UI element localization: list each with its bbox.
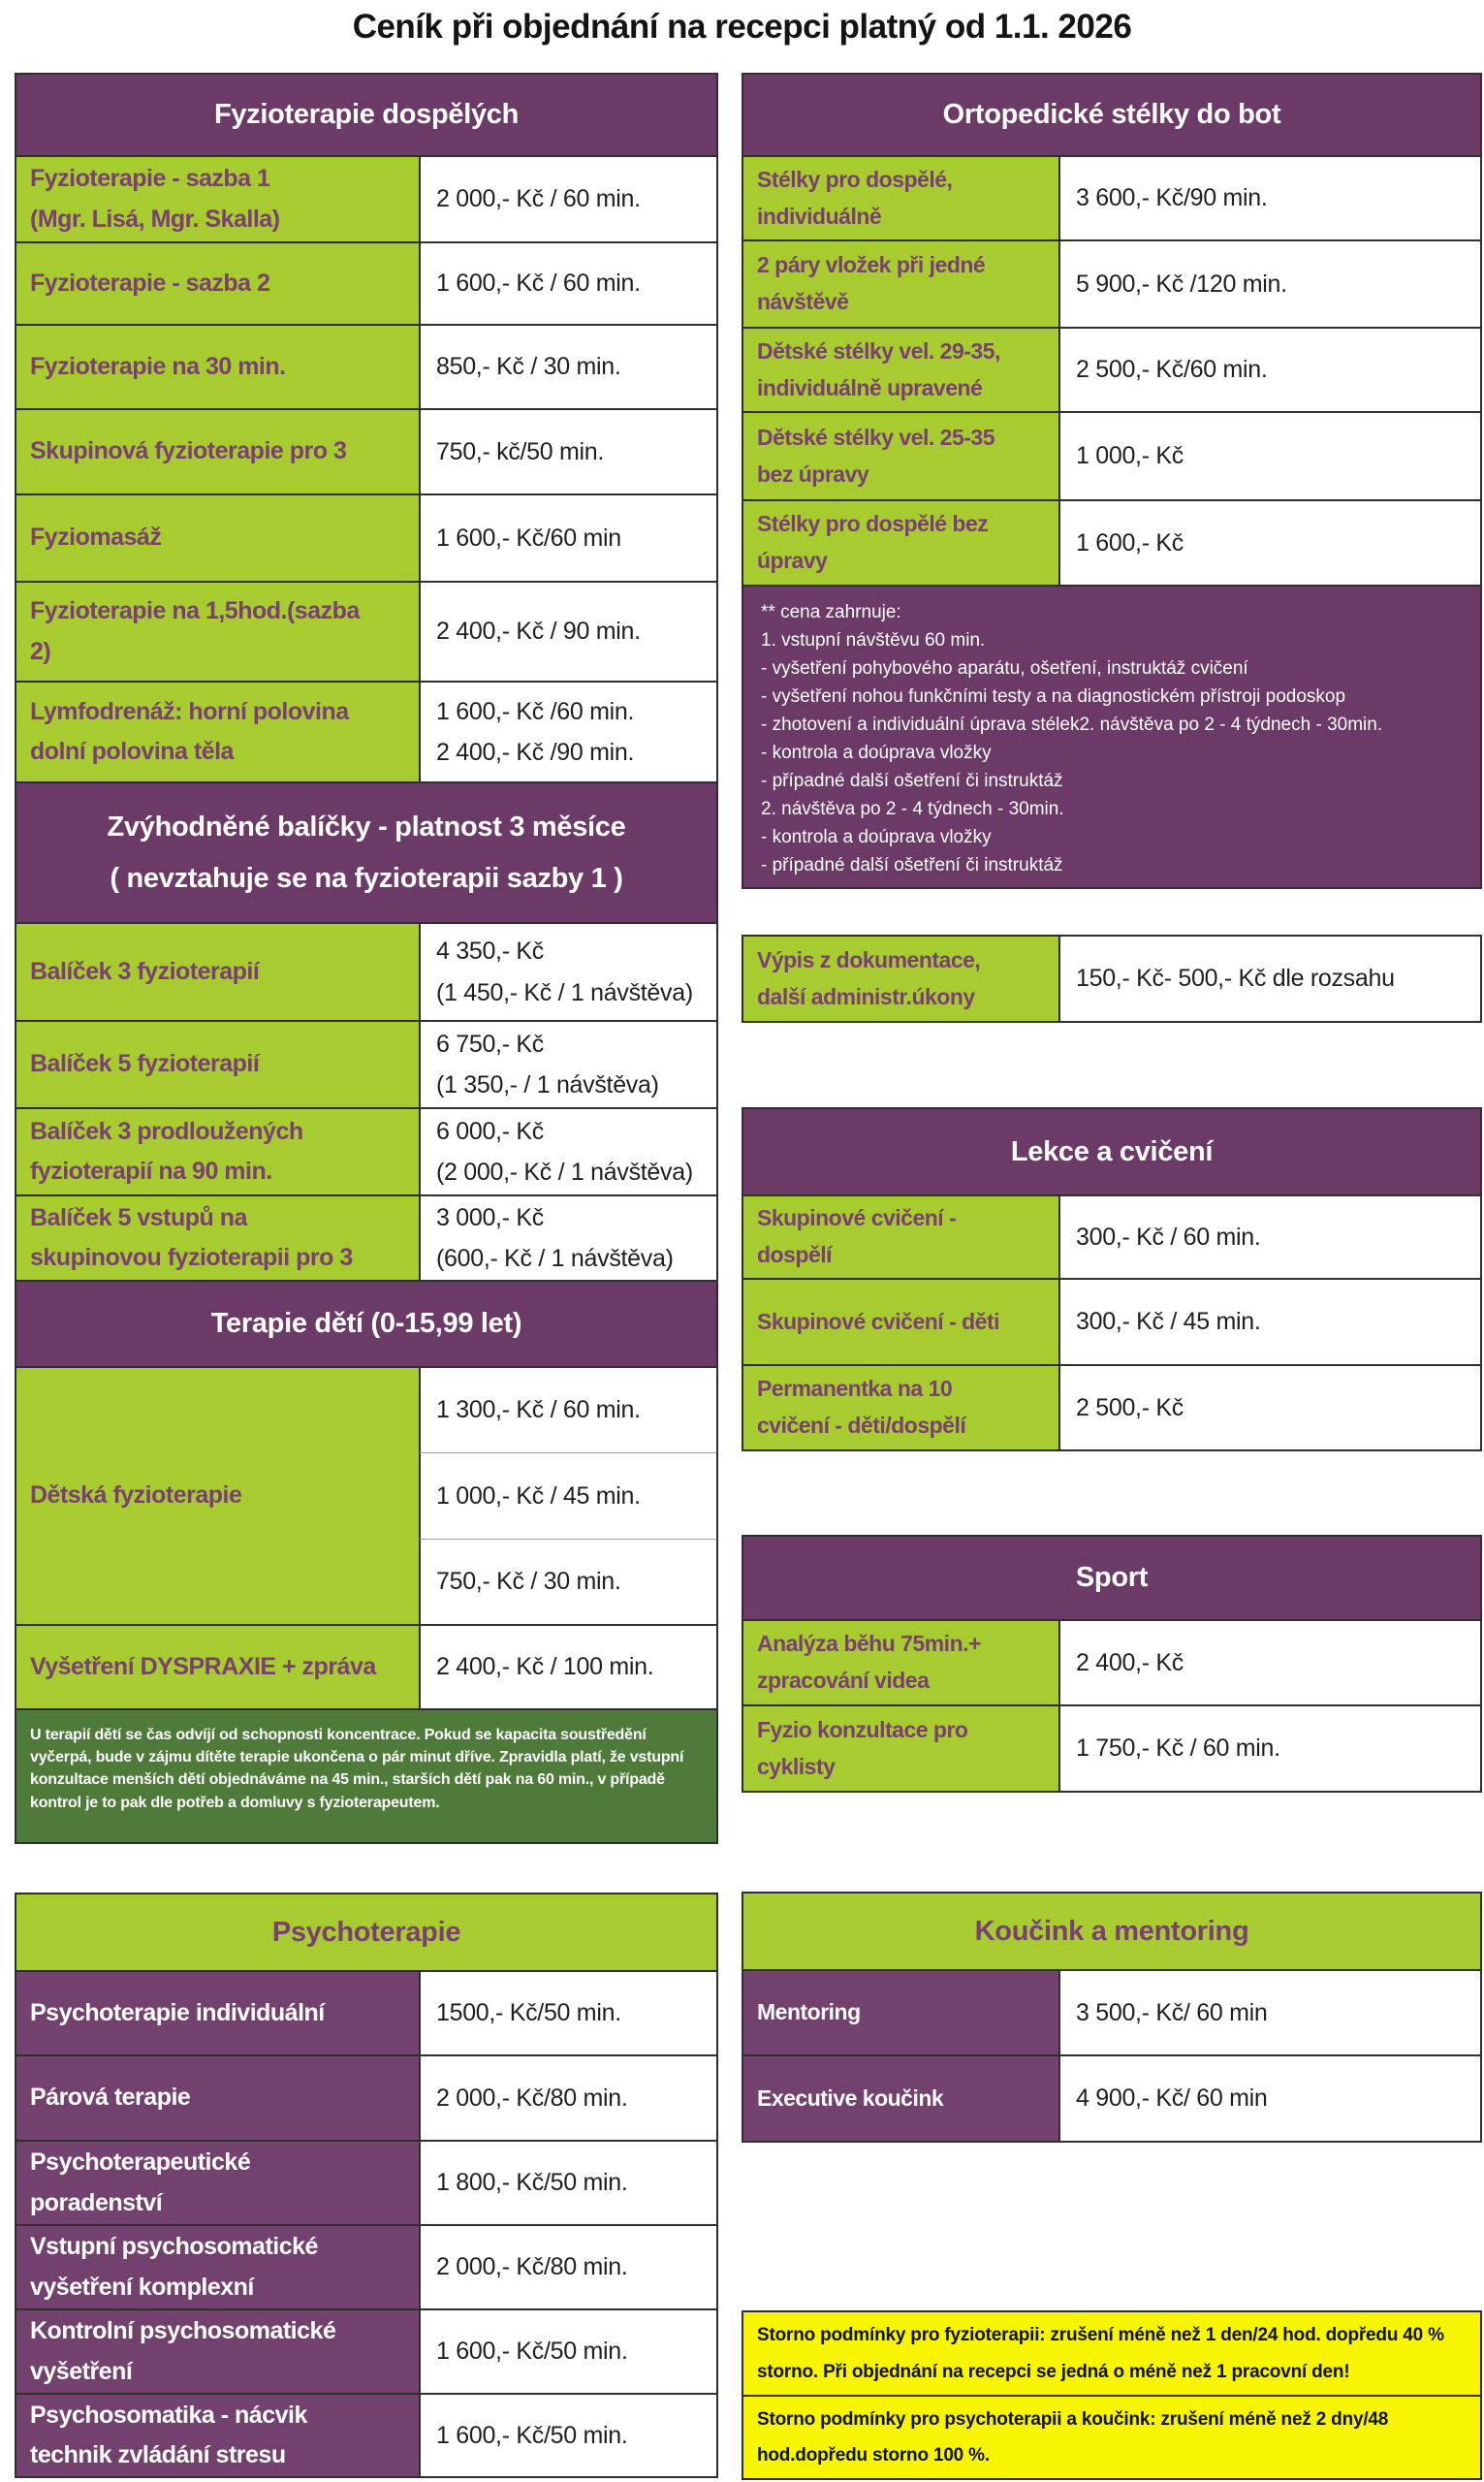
table-row <box>16 1020 716 1107</box>
table-row <box>743 155 1480 239</box>
label-line: Mentoring <box>757 1999 861 2025</box>
service-label <box>16 495 419 581</box>
label-line: dolní polovina těla <box>30 738 234 765</box>
price-line: 1 300,- Kč / 60 min. <box>436 1396 641 1424</box>
table-row <box>743 2054 1480 2141</box>
price-line: 6 000,- Kč <box>436 1117 544 1145</box>
price-line: 3 000,- Kč <box>436 1203 544 1231</box>
service-price <box>1058 157 1480 239</box>
table-row <box>16 924 716 1020</box>
price-line: 2 500,- Kč <box>1076 1393 1184 1421</box>
service-label <box>743 937 1058 1021</box>
table-row <box>743 411 1480 499</box>
label-line: Psychoterapeutické <box>30 2148 251 2177</box>
note-line: 2. návštěva po 2 - 4 týdnech - 30min. <box>761 799 1064 819</box>
table-row <box>743 499 1480 585</box>
note-line: - kontrola a doúprava vložky <box>761 827 992 847</box>
table-row <box>16 1194 716 1280</box>
service-label <box>743 329 1058 411</box>
service-label <box>743 1621 1058 1704</box>
label-line: Dětské stélky vel. 25-35 <box>757 424 995 450</box>
table-row <box>743 1619 1480 1704</box>
service-label <box>16 1368 419 1624</box>
section-balicky <box>15 922 718 1282</box>
price-line: (1 350,- / 1 návštěva) <box>436 1071 659 1098</box>
service-price <box>1058 241 1480 327</box>
label-line: Dětské stélky vel. 29-35, <box>757 337 1000 364</box>
label-line: Psychoterapie individuální <box>30 1998 325 2026</box>
price-line: 1 000,- Kč <box>1076 442 1184 470</box>
service-label <box>743 157 1058 239</box>
note-line: - zhotovení a individuální úprava stélek2. návštěva po 2 - 4 týdnech - 30min. <box>761 715 1383 735</box>
note-line: 1. vstupní návštěvu 60 min. <box>761 630 986 651</box>
price-line: 1 750,- Kč / 60 min. <box>1076 1734 1280 1763</box>
right-column <box>742 73 1482 2480</box>
table-row <box>16 324 716 408</box>
label-line: Fyzioterapie na 30 min. <box>30 352 286 380</box>
label-line: Psychosomatika - nácvik <box>30 2401 307 2429</box>
table-row <box>743 1704 1480 1791</box>
label-line: Permanentka na 10 <box>757 1376 953 1402</box>
section-header: Koučink a mentoring <box>743 1893 1480 1969</box>
service-price <box>419 157 716 241</box>
table-row <box>16 241 716 324</box>
label-line: Balíček 3 fyzioterapií <box>30 957 260 985</box>
service-label <box>16 410 419 493</box>
section-header: Psychoterapie <box>16 1894 716 1970</box>
service-label <box>743 1366 1058 1449</box>
price-line: 2 000,- Kč/80 min. <box>436 2253 628 2281</box>
table-row <box>16 2054 716 2140</box>
note-text: Storno podmínky pro fyzioterapii: zrušení méně než 1 den/24 hod. dopředu 40 % storno. Při objednání na recepci se jedná o méně než 1 pracovní den! <box>757 2325 1444 2382</box>
label-line: Kontrolní psychosomatické <box>30 2317 336 2345</box>
service-price <box>419 2226 716 2308</box>
table-row <box>16 2308 716 2393</box>
service-label <box>16 1196 419 1280</box>
price-line: 150,- Kč- 500,- Kč dle rozsahu <box>1076 965 1395 993</box>
label-line: Fyzioterapie - sazba 2 <box>30 269 270 297</box>
price-line: 750,- Kč / 30 min. <box>436 1568 621 1596</box>
service-label <box>743 413 1058 499</box>
price-line: 850,- Kč / 30 min. <box>436 353 621 381</box>
table-row <box>16 155 716 241</box>
label-line: Párová terapie <box>30 2084 191 2112</box>
price-line: 1500,- Kč/50 min. <box>436 1999 621 2027</box>
merged-row-detska-fyzioterapie <box>16 1366 716 1624</box>
note-children-therapy: U terapií dětí se čas odvíjí od schopnosti koncentrace. Pokud se kapacita soustředění vyčerpá, bude v zájmu dítěte terapie ukončena o pár minut dříve. Zpravidla platí, že vstupní konzultace menších dětí objednáváme na 45 min., starších dětí pak na 60 min., v případě kontrol je to pak dle potřeb a domluvy s fyzioterapeutem. <box>15 1708 718 1844</box>
note-line: - vyšetření nohou funkčními testy a na diagnostickém přístroji podoskop <box>761 686 1346 707</box>
service-label <box>16 157 419 241</box>
banner-line: Zvýhodněné balíčky - platnost 3 měsíce <box>107 811 626 843</box>
table-row <box>743 937 1480 1021</box>
service-label <box>743 501 1058 585</box>
service-price <box>419 410 716 493</box>
label-line: individuálně upravené <box>757 374 983 400</box>
label-line: Skupinové cvičení - děti <box>757 1308 1000 1334</box>
table-row <box>743 1364 1480 1449</box>
label-line: Vstupní psychosomatické <box>30 2233 318 2261</box>
label-line: Stélky pro dospělé bez <box>757 511 989 537</box>
service-price <box>1058 501 1480 585</box>
service-price <box>1058 2056 1480 2141</box>
page-title: Ceník při objednání na recepci platný od 1.1. 2026 <box>352 8 1132 46</box>
label-line: úpravy <box>757 548 828 573</box>
label-line: vyšetření <box>30 2357 133 2385</box>
price-line: 1 600,- Kč/60 min <box>436 524 621 552</box>
label-line: 2) <box>30 637 51 665</box>
note-insoles-price-includes <box>742 585 1482 889</box>
label-line: dospělí <box>757 1242 833 1267</box>
service-price <box>419 683 716 781</box>
price-line: 2 400,- Kč /90 min. <box>436 739 635 766</box>
service-label <box>743 1196 1058 1278</box>
section-terapie-deti <box>15 1280 718 1710</box>
note-storno-psychoterapie <box>742 2395 1482 2480</box>
table-row <box>16 408 716 493</box>
service-price <box>419 1972 716 2054</box>
table-row <box>743 1969 1480 2054</box>
price-line: 2 400,- Kč / 100 min. <box>436 1653 654 1681</box>
table-row <box>743 239 1480 327</box>
price-line: 1 600,- Kč/50 min. <box>436 2421 628 2449</box>
service-price <box>1058 1706 1480 1791</box>
note-line: - případné další ošetření či instruktáž <box>761 855 1063 875</box>
label-line: technik zvládání stresu <box>30 2441 286 2468</box>
table-row <box>743 1278 1480 1364</box>
price-line: 3 600,- Kč/90 min. <box>1076 184 1268 212</box>
label-line: Lymfodrenáž: horní polovina <box>30 697 349 725</box>
section-header: Fyzioterapie dospělých <box>16 75 716 155</box>
label-line: cyklisty <box>757 1753 836 1779</box>
service-price <box>419 2142 716 2224</box>
price-line: 300,- Kč / 45 min. <box>1076 1308 1261 1336</box>
service-label <box>16 1626 419 1708</box>
service-price <box>1058 1196 1480 1278</box>
service-label <box>16 683 419 781</box>
label-line: Dětská fyzioterapie <box>30 1481 242 1510</box>
price-line: (2 000,- Kč / 1 návštěva) <box>436 1159 693 1186</box>
service-label <box>16 2226 419 2308</box>
service-label <box>743 241 1058 327</box>
label-line: zpracování videa <box>757 1668 930 1693</box>
price-line: 2 400,- Kč <box>1076 1648 1184 1676</box>
label-line: Fyzioterapie - sazba 1 <box>30 165 270 193</box>
note-line: ** cena zahrnuje: <box>761 602 901 622</box>
service-price <box>419 924 716 1020</box>
price-line: 1 000,- Kč / 45 min. <box>436 1481 641 1510</box>
service-price <box>419 1539 716 1624</box>
label-line: Stélky pro dospělé, <box>757 166 953 192</box>
label-line: individuálně <box>757 203 882 229</box>
price-line: 4 900,- Kč/ 60 min <box>1076 2084 1268 2113</box>
service-label <box>16 583 419 681</box>
service-price <box>419 2056 716 2140</box>
table-row <box>16 1107 716 1194</box>
service-price <box>419 1452 716 1538</box>
service-price <box>419 1109 716 1194</box>
service-price <box>419 1022 716 1107</box>
price-line: 5 900,- Kč /120 min. <box>1076 270 1287 298</box>
service-price <box>1058 1280 1480 1364</box>
price-line: 1 600,- Kč /60 min. <box>436 697 635 725</box>
table-row <box>16 1970 716 2054</box>
section-header: Ortopedické stélky do bot <box>743 75 1480 155</box>
service-price <box>419 495 716 581</box>
price-line: 1 800,- Kč/50 min. <box>436 2169 628 2197</box>
price-line: 750,- kč/50 min. <box>436 437 605 465</box>
price-stack <box>419 1368 716 1624</box>
price-line: 1 600,- Kč / 60 min. <box>436 270 641 298</box>
price-line: 2 000,- Kč / 60 min. <box>436 185 641 213</box>
label-line: další administr.úkony <box>757 983 975 1009</box>
service-label <box>743 1280 1058 1364</box>
price-line: (600,- Kč / 1 návštěva) <box>436 1245 674 1272</box>
table-row <box>16 681 716 781</box>
section-header: Terapie dětí (0-15,99 let) <box>16 1282 716 1366</box>
service-price <box>419 1196 716 1280</box>
service-label <box>16 924 419 1020</box>
section-header: Sport <box>743 1537 1480 1619</box>
note-text: Storno podmínky pro psychoterapii a koučink: zrušení méně než 2 dny/48 hod.dopředu storno 100 %. <box>757 2408 1389 2466</box>
table-row <box>16 2393 716 2476</box>
price-line: 2 400,- Kč / 90 min. <box>436 618 641 646</box>
note-line: - kontrola a doúprava vložky <box>761 743 992 763</box>
table-row <box>16 1624 716 1708</box>
label-line: Vyšetření DYSPRAXIE + zpráva <box>30 1652 376 1680</box>
service-label <box>16 326 419 408</box>
service-label <box>16 1109 419 1194</box>
section-vypis-dokumentace <box>742 935 1482 1023</box>
label-line: cvičení - děti/dospělí <box>757 1413 966 1438</box>
service-label <box>743 1971 1058 2054</box>
price-line: 300,- Kč / 60 min. <box>1076 1223 1261 1251</box>
section-ortopedicke-stelky <box>742 73 1482 587</box>
service-price <box>1058 1621 1480 1704</box>
table-row <box>16 581 716 681</box>
left-column <box>15 73 718 2478</box>
label-line: skupinovou fyzioterapii pro 3 <box>30 1244 353 1271</box>
table-row <box>743 327 1480 411</box>
service-price <box>419 243 716 324</box>
service-label <box>16 2395 419 2476</box>
label-line: Balíček 5 vstupů na <box>30 1203 247 1231</box>
label-line: Skupinové cvičení - <box>757 1205 957 1231</box>
label-line: vyšetření komplexní <box>30 2273 254 2301</box>
label-line: Balíček 3 prodloužených <box>30 1117 303 1145</box>
note-storno-fyzioterapie <box>742 2310 1482 2397</box>
section-koucink-mentoring <box>742 1892 1482 2143</box>
section-header: Lekce a cvičení <box>743 1109 1480 1194</box>
service-price <box>419 1368 716 1452</box>
label-line: Skupinová fyzioterapie pro 3 <box>30 437 347 465</box>
label-line: poradenství <box>30 2188 163 2216</box>
table-row <box>16 493 716 581</box>
section-fyzioterapie-dospelych <box>15 73 718 783</box>
price-line: 6 750,- Kč <box>436 1030 544 1058</box>
price-line: 4 350,- Kč <box>436 938 544 965</box>
service-price <box>1058 413 1480 499</box>
service-label <box>16 243 419 324</box>
label-line: Výpis z dokumentace, <box>757 946 981 972</box>
service-label <box>16 1022 419 1107</box>
service-label <box>16 1972 419 2054</box>
service-price <box>1058 1366 1480 1449</box>
service-price <box>419 1626 716 1708</box>
service-price <box>1058 329 1480 411</box>
price-line: 1 600,- Kč/50 min. <box>436 2338 628 2366</box>
section-sport <box>742 1535 1482 1793</box>
note-line: - vyšetření pohybového aparátu, ošetření, instruktáž cvičení <box>761 658 1248 679</box>
label-line: Fyzioterapie na 1,5hod.(sazba <box>30 597 360 625</box>
service-price <box>419 2310 716 2393</box>
label-line: návštěvě <box>757 289 849 314</box>
service-price <box>419 583 716 681</box>
label-line: Executive koučink <box>757 2084 944 2111</box>
service-label <box>16 2056 419 2140</box>
label-line: Balíček 5 fyzioterapií <box>30 1050 260 1078</box>
price-line: 2 500,- Kč/60 min. <box>1076 356 1268 384</box>
table-row <box>743 1194 1480 1278</box>
table-row <box>16 2224 716 2308</box>
label-line: Fyzio konzultace pro <box>757 1716 968 1742</box>
service-label <box>743 2056 1058 2141</box>
section-header-balicky <box>15 781 718 924</box>
service-price <box>419 326 716 408</box>
service-label <box>743 1706 1058 1791</box>
service-price <box>419 2395 716 2476</box>
label-line: 2 páry vložek při jedné <box>757 252 986 278</box>
price-line: 2 000,- Kč/80 min. <box>436 2084 628 2112</box>
price-line: 3 500,- Kč/ 60 min <box>1076 1998 1268 2026</box>
label-line: (Mgr. Lisá, Mgr. Skalla) <box>30 205 280 233</box>
label-line: bez úpravy <box>757 461 869 487</box>
note-line: - případné další ošetření či instruktáž <box>761 771 1063 791</box>
price-line: 1 600,- Kč <box>1076 528 1184 557</box>
table-row <box>16 2140 716 2224</box>
label-line: Fyziomasáž <box>30 524 162 552</box>
price-line: (1 450,- Kč / 1 návštěva) <box>436 978 693 1006</box>
banner-line: ( nevztahuje se na fyzioterapii sazby 1 ) <box>110 862 623 894</box>
service-price <box>1058 1971 1480 2054</box>
label-line: fyzioterapií na 90 min. <box>30 1158 272 1185</box>
service-label <box>16 2142 419 2224</box>
service-label <box>16 2310 419 2393</box>
section-psychoterapie <box>15 1893 718 2478</box>
section-lekce-cviceni <box>742 1107 1482 1451</box>
label-line: Analýza běhu 75min.+ <box>757 1631 981 1657</box>
service-price <box>1058 937 1480 1021</box>
